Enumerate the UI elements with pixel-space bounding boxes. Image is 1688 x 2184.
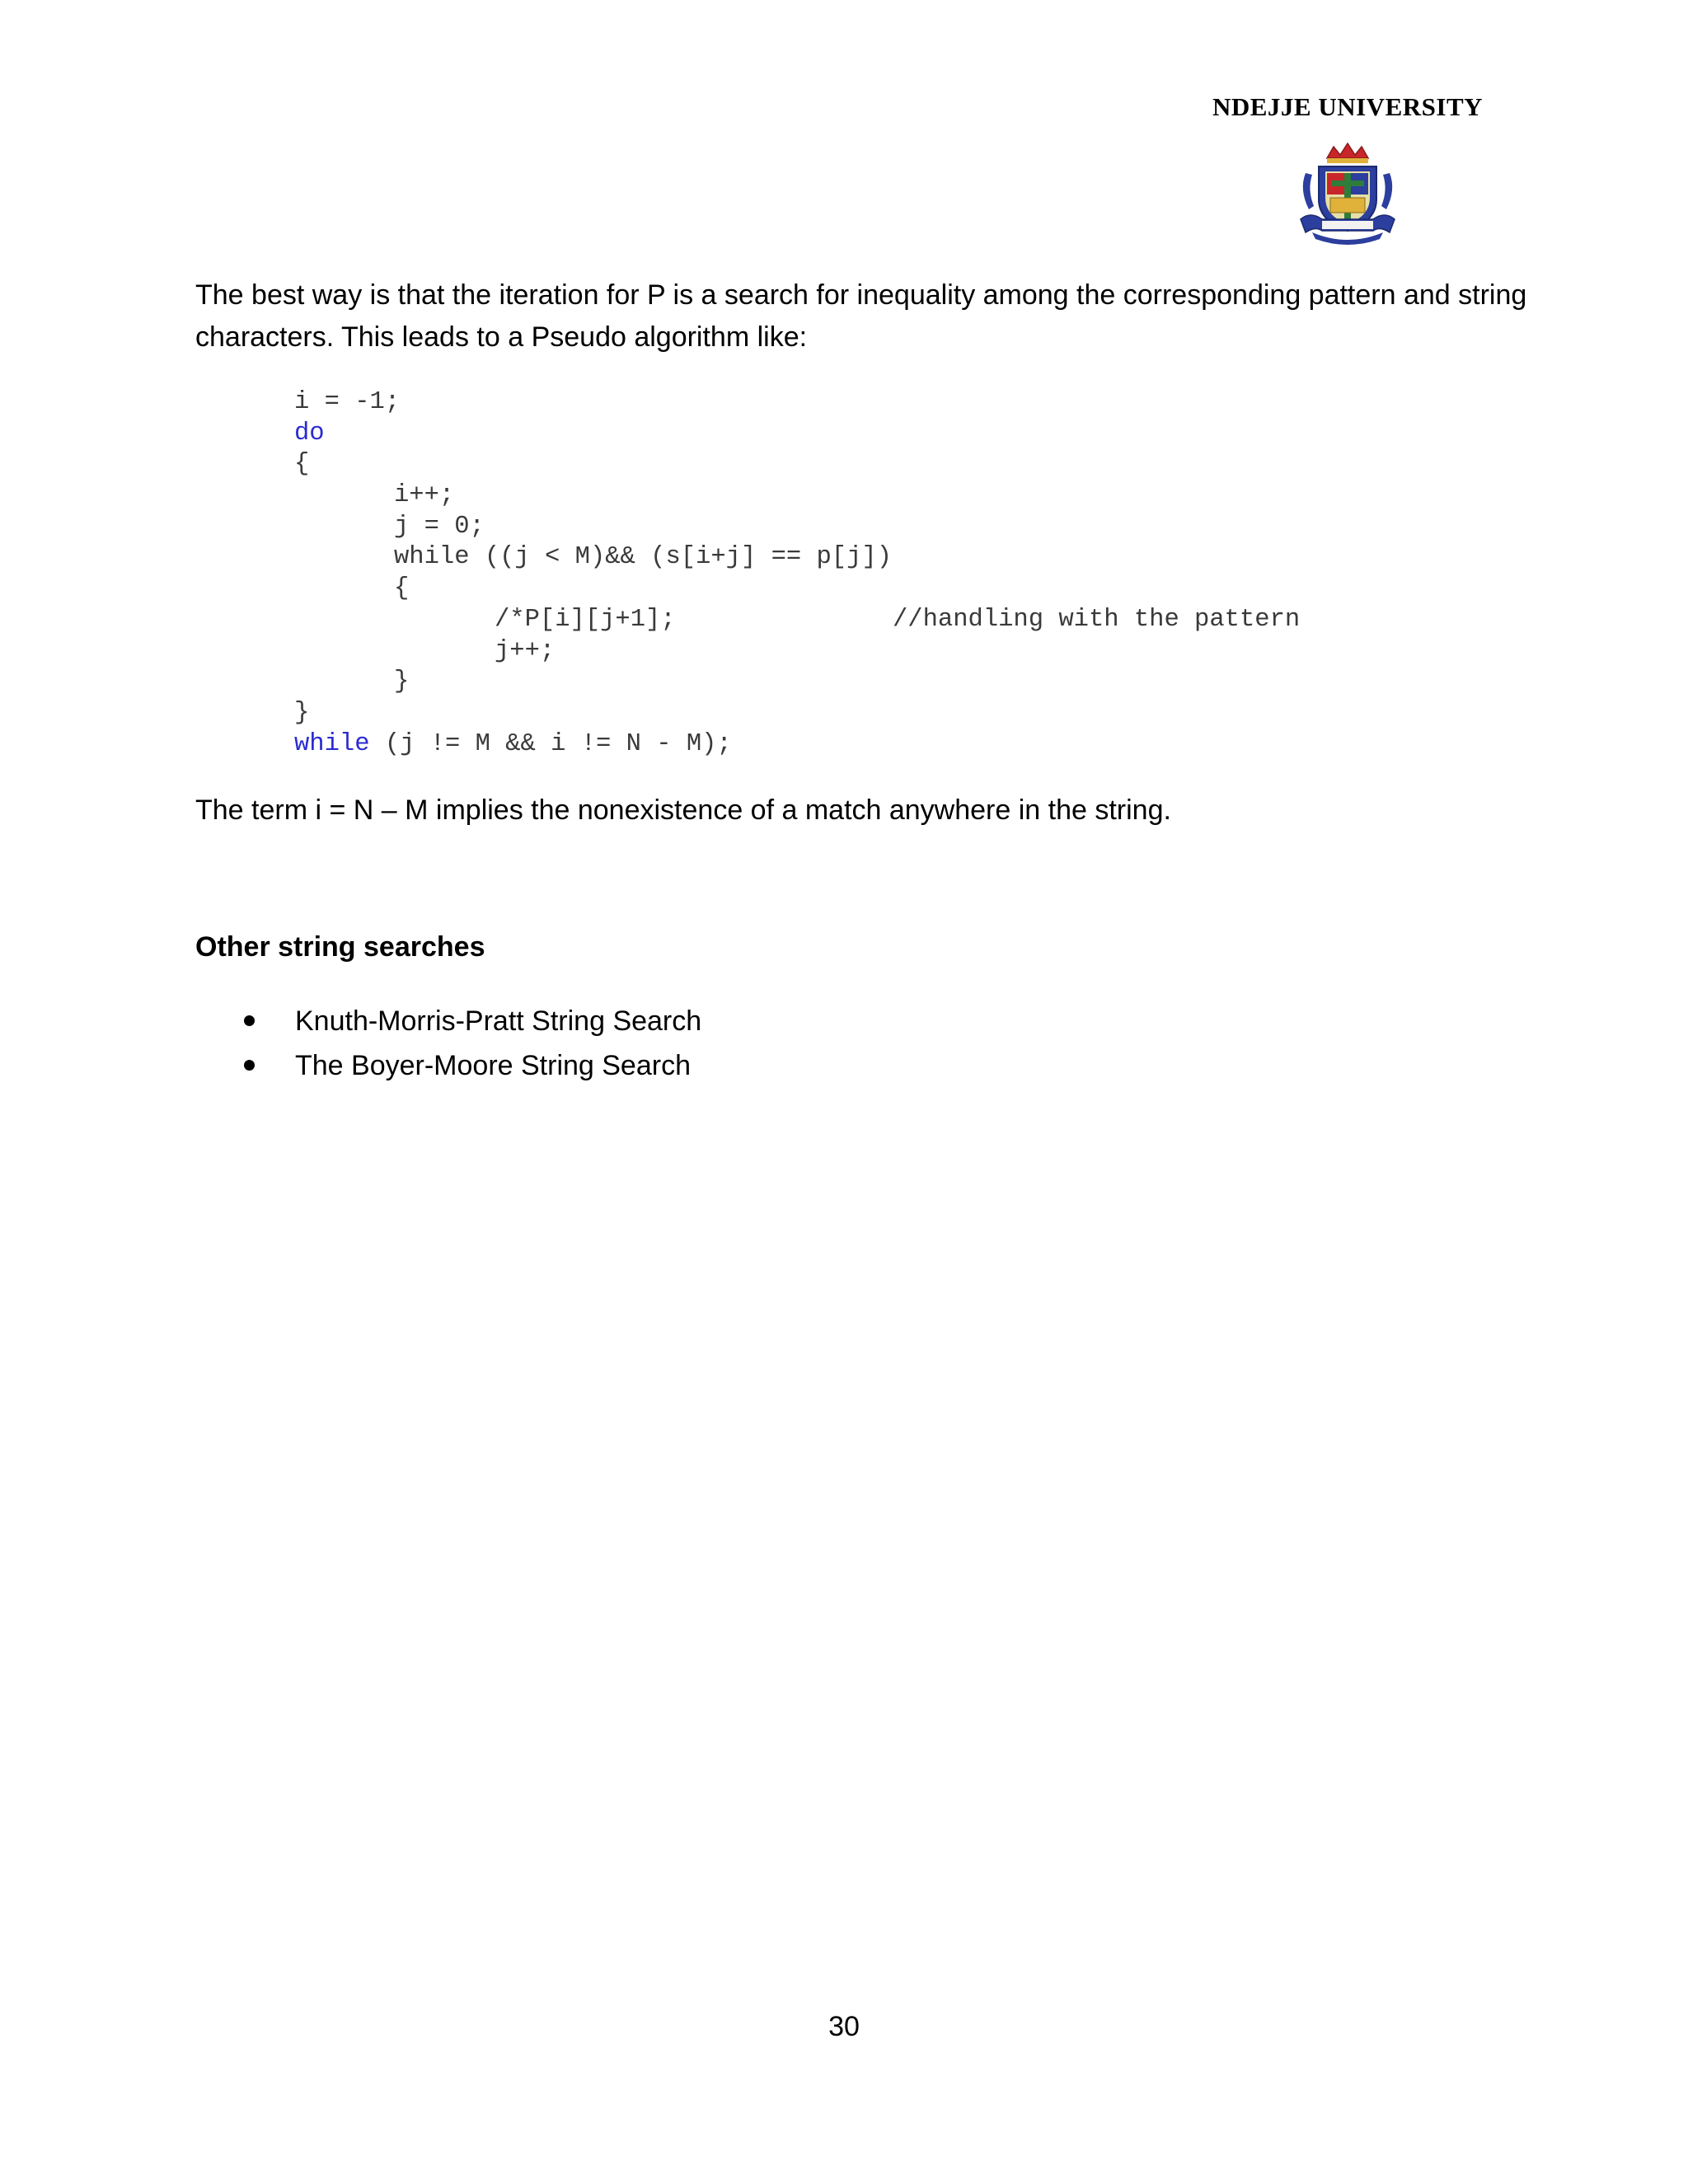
code-line [294,574,892,605]
code-text: (j != M && i != N - M); [369,729,732,758]
bullet-icon [244,1015,255,1026]
bullet-icon [244,1060,255,1071]
code-text: { [394,574,410,603]
code-keyword: do [294,419,325,448]
document-header [1195,92,1500,246]
code-line [294,698,892,729]
code-text: i = -1; [294,388,401,416]
code-line [294,636,892,668]
conclusion-paragraph: The term i = N – M implies the nonexistence of a match anywhere in the string. [195,794,1171,826]
code-line [294,449,892,480]
list-item [195,1045,701,1090]
search-list [195,1001,701,1090]
code-line [294,667,892,698]
section-heading: Other string searches [195,931,485,963]
code-line [294,480,892,512]
code-line [294,542,892,574]
code-text: { [294,450,310,479]
code-line [294,387,892,419]
code-text: j++; [495,636,556,665]
code-text: } [294,698,310,727]
pseudo-code-block [294,387,1301,760]
code-line [294,512,892,543]
page-number: 30 [828,2011,860,2042]
university-crest-icon [1294,140,1401,246]
code-text: /*P[i][j+1]; [495,605,676,634]
code-line [294,605,1301,636]
code-keyword: while [294,729,370,758]
code-text: while ((j < M)&& (s[i+j] == p[j]) [394,543,892,572]
code-text: j = 0; [394,512,485,541]
code-text: } [394,668,410,696]
list-item-label: The Boyer-Moore String Search [295,1050,691,1081]
code-text: i++; [394,481,455,510]
list-item [195,1001,701,1045]
code-comment: //handling with the pattern [893,605,1301,634]
list-item-label: Knuth-Morris-Pratt String Search [295,1005,702,1037]
intro-paragraph: The best way is that the iteration for P is a search for inequality among the corresponding pattern and string characters. This leads to a Pseudo algorithm like: [195,279,1527,353]
university-name: NDEJJE UNIVERSITY [1212,92,1484,121]
code-line [294,419,892,450]
code-line [294,729,892,761]
